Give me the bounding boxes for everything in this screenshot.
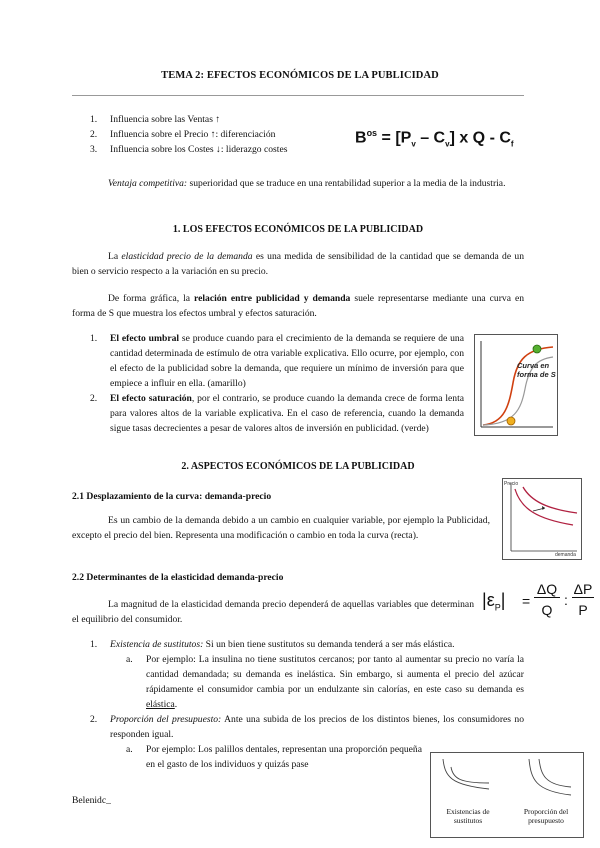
- list-item: 2. El efecto saturación, por el contrario, se produce cuando la demanda crece de forma lenta para valores altos de la variable explicativa. En el caso de referencia, cuando la demanda sigue tasas decrecientes a pesar de valores altos de inversión en publicidad. (verde): [90, 393, 464, 434]
- elasticity-sketches: [431, 753, 583, 805]
- s-curve-line: [483, 347, 553, 425]
- shift-paragraph: Es un cambio de la demanda debido a un cambio en cualquier variable, por ejemplo la Publicidad, excepto el precio del bien. Representa una modificación o cambio en toda la curva (recta).: [72, 515, 490, 541]
- shift-arrow-head: [542, 506, 545, 510]
- elasticity-formula: [482, 580, 592, 624]
- intro-list: [90, 112, 350, 157]
- footer-author: Belenidc_: [72, 795, 111, 806]
- list-subitem: a. Por ejemplo: La insulina no tiene sustitutos cercanos; por tanto al aumentar su precio no varía la cantidad demandada; su demanda es inelástica. Sin embargo, si aumenta el precio del azúcar rápidamente el consumidor cambia por un endulzante sin calorías, en este caso su demanda es elástica.: [126, 654, 524, 710]
- elasticity-sketches-figure: [430, 752, 584, 838]
- x-axis-label: demanda: [555, 552, 576, 558]
- list-item: 3. Influencia sobre los Costes ↓: liderazgo costes: [90, 144, 288, 155]
- equals-sign: =: [522, 593, 531, 609]
- list-item: 1. Existencia de sustitutos: Si un bien tiene sustitutos su demanda tenderá a ser más elástica.: [90, 639, 455, 650]
- budget-curve-2: [539, 759, 571, 787]
- substitutes-curve-2: [451, 767, 489, 783]
- s-curve-figure: [474, 334, 558, 436]
- profit-formula: $B^{os} = [P_v - C_v]$ x Q - $C_f$: [355, 128, 514, 149]
- numerator-q: ΔQ: [534, 581, 560, 598]
- list-item: 1. Influencia sobre las Ventas ↑: [90, 114, 221, 125]
- demand-shift-figure: [502, 478, 582, 560]
- list-item: 2. Proporción del presupuesto: Ante una subida de los precios de los distintos bienes, los consumidores no responden igual.: [90, 714, 524, 740]
- section-1-heading: 1. LOS EFECTOS ECONÓMICOS DE LA PUBLICIDAD: [172, 224, 424, 235]
- section-2-heading: 2. ASPECTOS ECONÓMICOS DE LA PUBLICIDAD: [181, 461, 415, 472]
- list-item: 1. El efecto umbral se produce cuando para el crecimiento de la demanda se requiere de una cantidad determinada de estímulo de otra variable explicativa. Ello ocurre, por ejemplo, con el efecto de la publicidad sobre la demanda, que requiere un mínimo de inversión para que empiece a influir en ella. (amarillo): [90, 333, 464, 389]
- demand-curve-2: [523, 487, 577, 513]
- list-item: 2. Influencia sobre el Precio ↑: diferenciación: [90, 129, 276, 140]
- elasticity-paragraph: La elasticidad precio de la demanda es una medida de sensibilidad de la cantidad que se demanda de un bien o servicio respecto a la variación en su precio.: [72, 251, 524, 277]
- elasticity-determinants-paragraph: La magnitud de la elasticidad demanda precio dependerá de aquellas variables que determinan el equilibrio del consumidor.: [72, 599, 474, 625]
- substitutes-label: Existencias de sustitutos: [446, 807, 490, 825]
- saturation-point: [533, 345, 541, 353]
- demand-shift-chart: [503, 479, 581, 559]
- competitive-advantage-paragraph: Ventaja competitiva: superioridad que se traduce en una rentabilidad superior a la media de la industria.: [108, 178, 506, 189]
- epsilon-symbol: $|\varepsilon_P|$: [482, 590, 506, 613]
- s-curve-label: Curva en forma de S: [517, 361, 556, 379]
- numerator-p: ΔP: [573, 581, 593, 597]
- denominator-q: Q: [541, 602, 553, 618]
- denominator-p: P: [578, 602, 588, 618]
- colon: :: [564, 592, 568, 608]
- threshold-point: [507, 417, 515, 425]
- s-curve-paragraph: De forma gráfica, la relación entre publicidad y demanda suele representarse mediante una curva en forma de S que muestra los efectos umbral y efectos saturación.: [72, 293, 524, 319]
- y-axis-label: Precio: [504, 481, 519, 487]
- substitutes-curve-1: [443, 759, 489, 789]
- budget-label: Proporción del presupuesto: [523, 807, 569, 825]
- subsection-2-2-heading: 2.2 Determinantes de la elasticidad demanda-precio: [72, 572, 284, 583]
- title-divider: [72, 95, 524, 96]
- effects-list: [90, 331, 464, 436]
- list-subitem: a. Por ejemplo: Los palillos dentales, representan una proporción pequeña en el gasto de los individuos y quizás pase: [126, 744, 422, 770]
- demand-curve-1: [515, 489, 573, 525]
- page-title: TEMA 2: EFECTOS ECONÓMICOS DE LA PUBLICIDAD: [161, 70, 439, 81]
- subsection-2-1-heading: 2.1 Desplazamiento de la curva: demanda-precio: [72, 491, 272, 502]
- budget-curve-1: [529, 759, 571, 795]
- s-curve-chart: [475, 335, 557, 435]
